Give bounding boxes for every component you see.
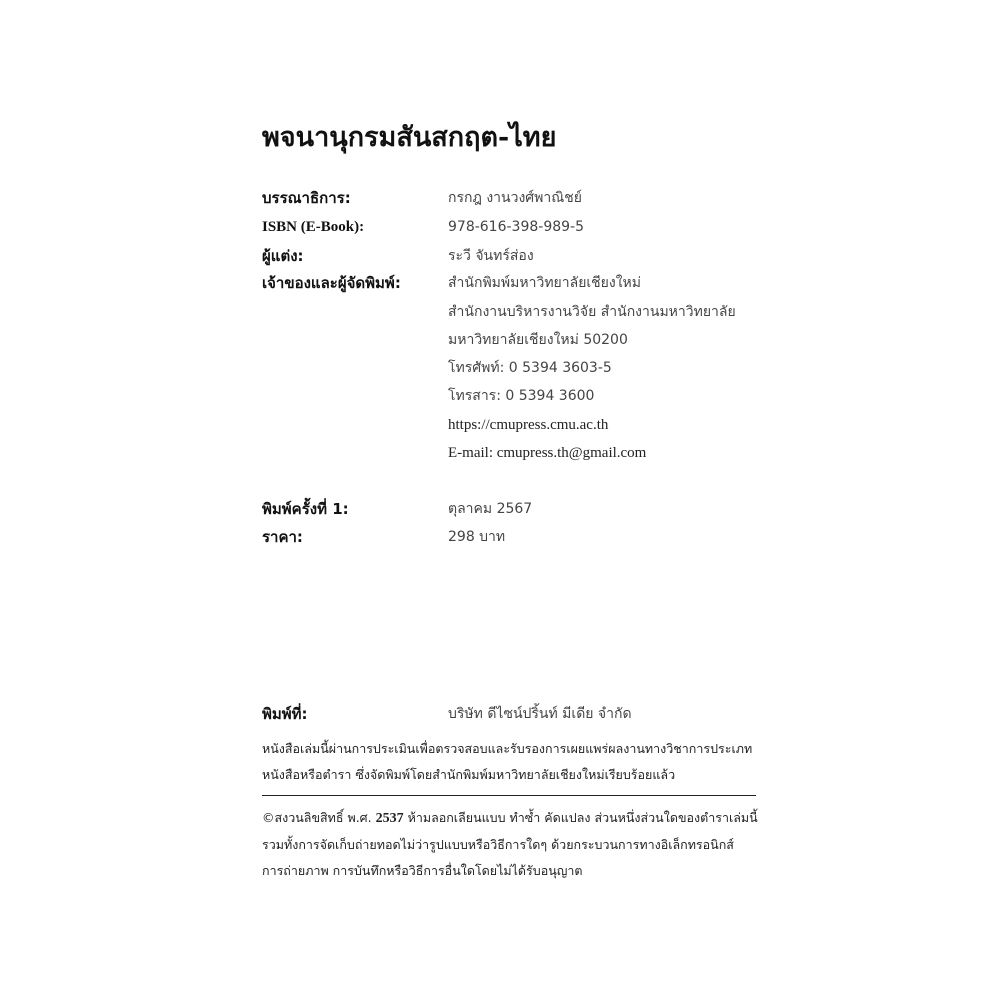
edition-value: ตุลาคม 2567 bbox=[448, 501, 533, 517]
copyright-line bbox=[262, 805, 762, 832]
isbn-label: ISBN (E-Book): bbox=[262, 219, 365, 235]
review-note-line: หนังสือหรือตำรา ซึ่งจัดพิมพ์โดยสำนักพิมพ์มหาวิทยาลัยเชียงใหม่เรียบร้อยแล้ว bbox=[262, 767, 676, 782]
book-title: พจนานุกรมสันสกฤต-ไทย bbox=[262, 122, 557, 153]
author-value: ระวี จันทร์ส่อง bbox=[448, 248, 534, 264]
price-label: ราคา: bbox=[262, 528, 303, 546]
editor-value: กรกฎ งานวงศ์พาณิชย์ bbox=[448, 190, 582, 206]
editor-label: บรรณาธิการ: bbox=[262, 189, 351, 207]
publisher-name: สำนักพิมพ์มหาวิทยาลัยเชียงใหม่ bbox=[448, 275, 642, 291]
copyright-prefix: ©สงวนลิขสิทธิ์ พ.ศ. bbox=[262, 810, 372, 825]
copyright-notice bbox=[262, 805, 762, 884]
copyright-line: รวมทั้งการจัดเก็บถ่ายทอดไม่ว่ารูปแบบหรือวิธีการใดๆ ด้วยกระบวนการทางอิเล็กทรอนิกส์ bbox=[262, 837, 734, 852]
publisher-phone: โทรศัพท์: 0 5394 3603-5 bbox=[448, 360, 612, 376]
publisher-fax: โทรสาร: 0 5394 3600 bbox=[448, 388, 595, 404]
copyright-line: การถ่ายภาพ การบันทึกหรือวิธีการอื่นใดโดยไม่ได้รับอนุญาต bbox=[262, 863, 583, 878]
isbn-value: 978-616-398-989-5 bbox=[448, 219, 585, 235]
publisher-email: E-mail: cmupress.th@gmail.com bbox=[448, 445, 647, 461]
publisher-office: สำนักงานบริหารงานวิจัย สำนักงานมหาวิทยาลัย bbox=[448, 304, 736, 320]
review-note-line: หนังสือเล่มนี้ผ่านการประเมินเพื่อตรวจสอบและรับรองการเผยแพร่ผลงานทางวิชาการประเภท bbox=[262, 741, 753, 756]
publisher-label: เจ้าของและผู้จัดพิมพ์: bbox=[262, 274, 401, 292]
copyright-suffix: ห้ามลอกเลียนแบบ ทำซ้ำ คัดแปลง ส่วนหนึ่งส่วนใดของตำราเล่มนี้ bbox=[407, 810, 758, 825]
edition-label: พิมพ์ครั้งที่ 1: bbox=[262, 500, 349, 518]
publisher-postal: มหาวิทยาลัยเชียงใหม่ 50200 bbox=[448, 332, 628, 348]
copyright-year: 2537 bbox=[375, 811, 404, 826]
author-label: ผู้แต่ง: bbox=[262, 247, 304, 265]
price-value: 298 บาท bbox=[448, 529, 506, 545]
printer-label: พิมพ์ที่: bbox=[262, 705, 308, 723]
publisher-website: https://cmupress.cmu.ac.th bbox=[448, 417, 609, 433]
review-note bbox=[262, 736, 762, 788]
printer-value: บริษัท ดีไซน์ปริ้นท์ มีเดีย จำกัด bbox=[448, 706, 632, 722]
divider bbox=[262, 795, 756, 796]
